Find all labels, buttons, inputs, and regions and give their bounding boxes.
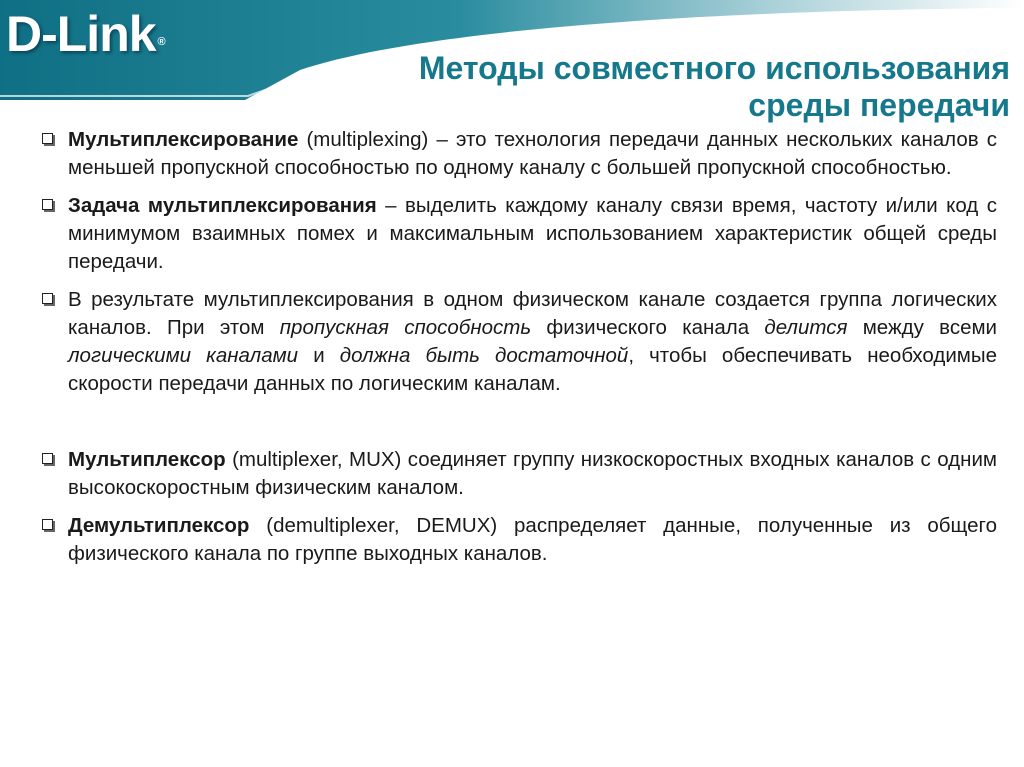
dlink-logo: D-Link ® bbox=[6, 6, 165, 62]
item-text: (multiplexer, MUX) соединяет группу низкоскоростных входных каналов с одним высокоскоростным физическим каналом. bbox=[68, 448, 997, 499]
item-text: (demultiplexer, DEMUX) распределяет данные, полученные из общего физического канала по группе выходных каналов. bbox=[68, 514, 997, 565]
checkbox-bullet-icon bbox=[42, 453, 53, 464]
list-item-multiplexer bbox=[42, 446, 997, 502]
item-emphasis: пропускная способность bbox=[279, 316, 532, 339]
checkbox-bullet-icon bbox=[42, 519, 53, 530]
title-line-2: среды передачи bbox=[748, 87, 1010, 123]
item-emphasis: логическими каналами bbox=[68, 344, 299, 367]
title-line-1: Методы совместного использования bbox=[418, 50, 1010, 86]
item-text: и bbox=[298, 344, 340, 367]
item-text: между всеми bbox=[847, 316, 998, 339]
page-title bbox=[419, 50, 1010, 124]
checkbox-bullet-icon bbox=[42, 199, 53, 210]
item-term: Мультиплексирование bbox=[68, 128, 299, 151]
item-term: Задача мультиплексирования bbox=[68, 194, 377, 217]
item-term: Демультиплексор bbox=[68, 514, 250, 537]
item-text: – выделить каждому каналу связи время, частоту и/или код с минимумом взаимных помех и максимальным использованием характеристик общей среды передачи. bbox=[68, 194, 997, 273]
checkbox-bullet-icon bbox=[42, 133, 53, 144]
item-term: Мультиплексор bbox=[68, 448, 226, 471]
item-emphasis: должна быть достаточной bbox=[339, 344, 629, 367]
item-text: (multiplexing) – это технология передачи данных нескольких каналов с меньшей пропускной способностью по одному каналу с большей пропускной способностью. bbox=[68, 128, 997, 179]
item-text: физического канала bbox=[531, 316, 765, 339]
item-emphasis: делится bbox=[764, 316, 848, 339]
bullet-list bbox=[42, 126, 997, 578]
list-item-task bbox=[42, 192, 997, 276]
list-item-result bbox=[42, 286, 997, 398]
list-item-multiplexing bbox=[42, 126, 997, 182]
item-text: В результате мультиплексирования в одном физическом канале создается группа логических каналов. При этом bbox=[68, 288, 997, 339]
registered-mark: ® bbox=[157, 36, 165, 48]
item-text: , чтобы обеспечивать необходимые скорости передачи данных по логическим каналам. bbox=[68, 344, 998, 395]
list-item-demultiplexer bbox=[42, 512, 997, 568]
checkbox-bullet-icon bbox=[42, 293, 53, 304]
